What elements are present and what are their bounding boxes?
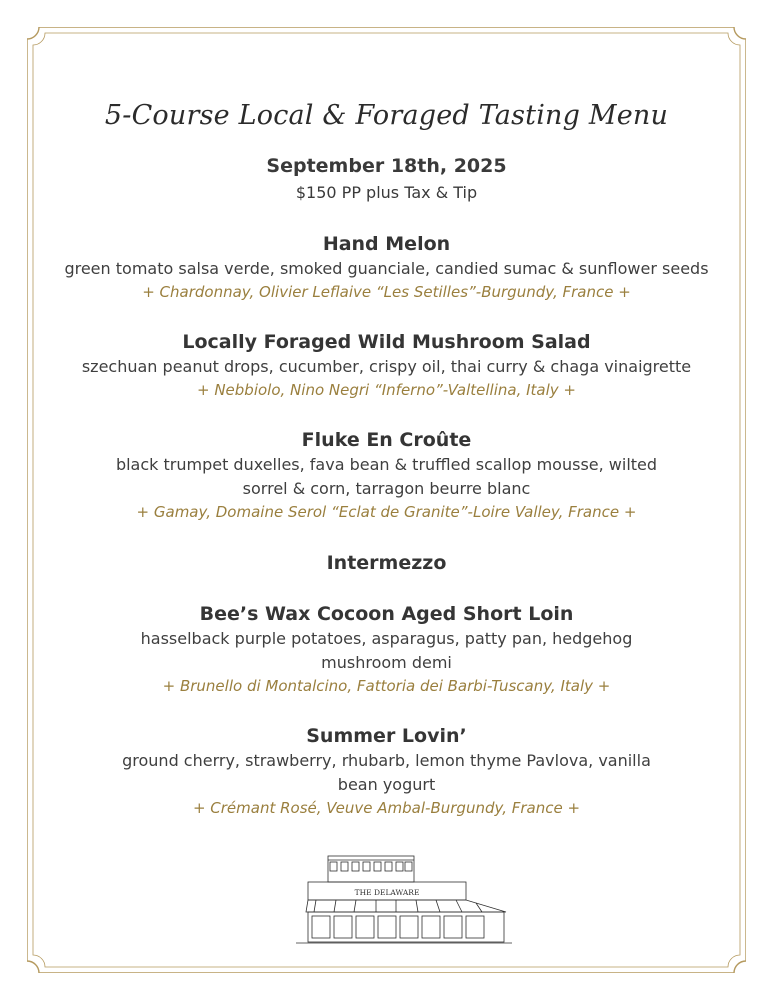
- course-intermezzo: [36, 550, 737, 576]
- wine-pairing: + Gamay, Domaine Serol “Eclat de Granite”-Loire Valley, France +: [136, 503, 637, 521]
- wine-pairing: + Nebbiolo, Nino Negri “Inferno”-Valtellina, Italy +: [197, 381, 576, 399]
- menu-title: 5-Course Local & Foraged Tasting Menu: [104, 100, 669, 131]
- course-description: green tomato salsa verde, smoked guanciale, candied sumac & sunflower seeds: [64, 259, 709, 278]
- course-name: Summer Lovin’: [306, 725, 467, 747]
- menu-price: $150 PP plus Tax & Tip: [295, 183, 478, 202]
- course-name: Intermezzo: [326, 552, 447, 574]
- course-short-loin: [36, 601, 737, 698]
- course-summer-lovin: [36, 723, 737, 820]
- course-name: Bee’s Wax Cocoon Aged Short Loin: [199, 603, 574, 625]
- restaurant-building-logo: [296, 850, 512, 948]
- wine-pairing: + Brunello di Montalcino, Fattoria dei Barbi-Tuscany, Italy +: [162, 677, 611, 695]
- course-mushroom-salad: [36, 329, 737, 402]
- course-name: Fluke En Croûte: [301, 429, 472, 451]
- course-name: Hand Melon: [322, 233, 451, 255]
- wine-pairing: + Crémant Rosé, Veuve Ambal-Burgundy, France +: [192, 799, 581, 817]
- course-fluke: [36, 427, 737, 524]
- course-description: hasselback purple potatoes, asparagus, patty pan, hedgehog mushroom demi: [140, 629, 633, 672]
- course-description: szechuan peanut drops, cucumber, crispy oil, thai curry & chaga vinaigrette: [81, 357, 692, 376]
- course-description: ground cherry, strawberry, rhubarb, lemon thyme Pavlova, vanilla bean yogurt: [122, 751, 651, 794]
- wine-pairing: + Chardonnay, Olivier Leflaive “Les Setilles”-Burgundy, France +: [142, 283, 631, 301]
- course-description: black trumpet duxelles, fava bean & truffled scallop mousse, wilted sorrel & corn, tarragon beurre blanc: [115, 455, 658, 498]
- course-name: Locally Foraged Wild Mushroom Salad: [182, 331, 591, 353]
- course-hand-melon: [36, 231, 737, 304]
- menu-date: September 18th, 2025: [266, 155, 507, 177]
- building-sign: THE DELAWARE: [354, 888, 420, 897]
